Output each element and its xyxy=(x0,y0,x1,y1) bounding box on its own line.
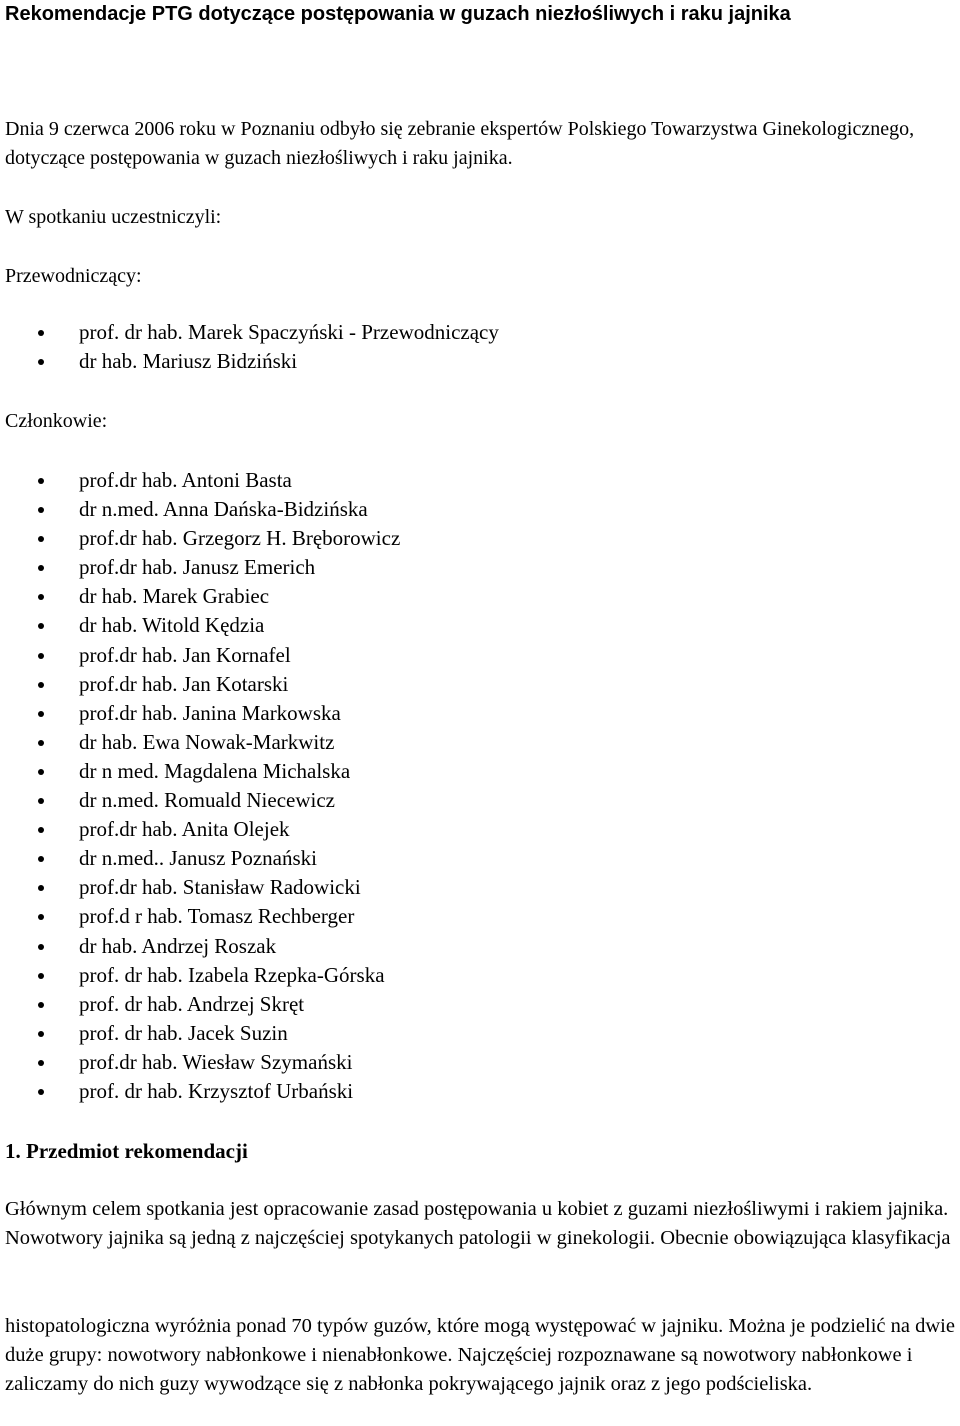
bullet-icon xyxy=(38,594,44,600)
intro-paragraph: Dnia 9 czerwca 2006 roku w Poznaniu odbyło się zebranie ekspertów Polskiego Towarzystwa Ginekologicznego, dotyczące postępowania w guzach niezłośliwych i raku jajnika. xyxy=(5,118,915,169)
bullet-icon xyxy=(38,478,44,484)
bullet-icon xyxy=(38,359,44,365)
bullet-icon xyxy=(38,711,44,717)
section-heading: 1. Przedmiot rekomendacji xyxy=(5,1139,248,1163)
member-name: prof.dr hab. Stanisław Radowicki xyxy=(79,875,361,900)
bullet-icon xyxy=(38,973,44,979)
section-paragraph: Głównym celem spotkania jest opracowanie zasad postępowania u kobiet z guzami niezłośliwymi i rakiem jajnika. Nowotwory jajnika są jedną z najczęściej spotykanych patologii w ginekologii. Obecnie obowiązująca klasyfikacja xyxy=(5,1198,951,1249)
bullet-icon xyxy=(38,944,44,950)
member-name: prof. dr hab. Jacek Suzin xyxy=(79,1020,288,1045)
member-name: dr n.med. Romuald Niecewicz xyxy=(79,788,335,813)
member-name: prof. dr hab. Krzysztof Urbański xyxy=(79,1078,354,1103)
member-name: dr hab. Ewa Nowak-Markwitz xyxy=(79,729,335,754)
member-name: dr n.med. Anna Dańska-Bidzińska xyxy=(79,497,368,522)
bullet-icon xyxy=(38,565,44,571)
member-name: prof.dr hab. Janusz Emerich xyxy=(79,555,316,580)
bullet-icon xyxy=(38,536,44,542)
bullet-icon xyxy=(38,1002,44,1008)
member-name: prof.d r hab. Tomasz Rechberger xyxy=(79,904,355,929)
member-name: dr n med. Magdalena Michalska xyxy=(79,758,351,783)
member-name: dr hab. Andrzej Roszak xyxy=(79,933,277,958)
participants-label: W spotkaniu uczestniczyli: xyxy=(5,206,222,228)
bullet-icon xyxy=(38,653,44,659)
document-title: Rekomendacje PTG dotyczące postępowania w guzach niezłośliwych i raku jajnika xyxy=(5,3,791,25)
bullet-icon xyxy=(38,885,44,891)
bullet-icon xyxy=(38,507,44,513)
bullet-icon xyxy=(38,623,44,629)
bullet-icon xyxy=(38,1031,44,1037)
member-name: prof.dr hab. Antoni Basta xyxy=(79,468,292,492)
bullet-icon xyxy=(38,914,44,920)
bullet-icon xyxy=(38,827,44,833)
member-name: prof. dr hab. Izabela Rzepka-Górska xyxy=(79,962,385,987)
member-name: prof.dr hab. Jan Kornafel xyxy=(79,642,291,667)
members-label: Członkowie: xyxy=(5,410,108,432)
member-name: dr n.med.. Janusz Poznański xyxy=(79,846,317,871)
member-name: prof.dr hab. Grzegorz H. Bręborowicz xyxy=(79,526,401,551)
bullet-icon xyxy=(38,1089,44,1095)
bullet-icon xyxy=(38,1060,44,1066)
section-paragraph: histopatologiczna wyróżnia ponad 70 typów guzów, które mogą występować w jajniku. Można je podzielić na dwie duże grupy: nowotwory nabłonkowe i nienabłonkowe. Najczęściej rozpoznawane są nowotwory nabłonkowe i zaliczamy do nich guzy wywodzące się z nabłonka pokrywającego jajnik oraz z jego podścieliska. xyxy=(5,1315,955,1395)
member-name: prof. dr hab. Andrzej Skręt xyxy=(79,991,305,1016)
chair-name: dr hab. Mariusz Bidziński xyxy=(79,349,298,374)
bullet-icon xyxy=(38,856,44,862)
member-name: prof.dr hab. Anita Olejek xyxy=(79,817,290,842)
member-name: prof.dr hab. Wiesław Szymański xyxy=(79,1049,353,1074)
bullet-icon xyxy=(38,740,44,746)
member-name: dr hab. Marek Grabiec xyxy=(79,584,270,609)
member-name: prof.dr hab. Janina Markowska xyxy=(79,700,341,725)
bullet-icon xyxy=(38,330,44,336)
bullet-icon xyxy=(38,769,44,775)
member-name: prof.dr hab. Jan Kotarski xyxy=(79,671,289,696)
chair-name: prof. dr hab. Marek Spaczyński - Przewodniczący xyxy=(79,320,499,344)
bullet-icon xyxy=(38,682,44,688)
chair-label: Przewodniczący: xyxy=(5,265,142,287)
member-name: dr hab. Witold Kędzia xyxy=(79,613,265,638)
bullet-icon xyxy=(38,798,44,804)
